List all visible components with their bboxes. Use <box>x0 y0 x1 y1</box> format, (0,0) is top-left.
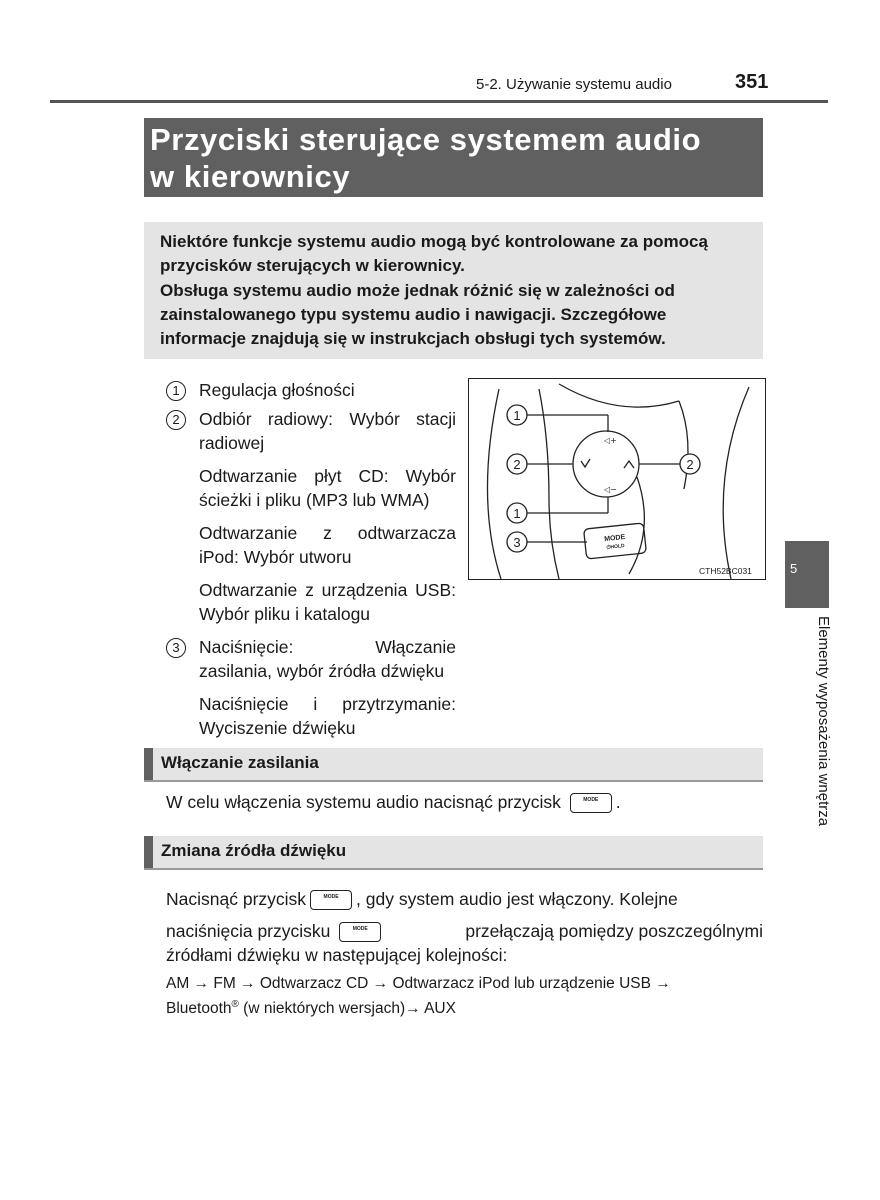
wheel-rim-right <box>723 387 749 579</box>
wheel-rim-left <box>487 389 501 579</box>
mode-button-icon: MODE <box>570 793 612 813</box>
section-power-text <box>166 790 766 814</box>
body-line: źródłami dźwięku w następującej kolejności: <box>166 945 508 965</box>
section-title: Włączanie zasilania <box>161 753 319 772</box>
sequence-line-2: Bluetooth® (w niektórych wersjach)→ AUX <box>166 999 456 1018</box>
list-item-text: Naciśnięcie: Włączanie zasilania, wybór źródła dźwięku <box>199 636 456 681</box>
page-title <box>150 121 760 195</box>
body-text: W celu włączenia systemu audio nacisnąć przycisk <box>166 792 561 812</box>
intro-line: Obsługa systemu audio może jednak różnić się w zależności od <box>160 280 675 300</box>
body-line: naciśnięcia przycisku MODE przełączają pomiędzy poszczególnymi <box>166 921 763 941</box>
intro-line: zainstalowanego typu systemu audio i nawigacji. Szczegółowe <box>160 304 667 324</box>
section-power-header <box>144 748 763 782</box>
wheel-top-curve <box>559 384 679 407</box>
list-item-2 <box>166 407 456 456</box>
volume-down-icon: ◁− <box>604 485 617 494</box>
chapter-tab <box>785 541 829 608</box>
body-line: Nacisnąć przycisk MODE , gdy system audio jest włączony. Kolejne <box>166 889 678 909</box>
section-source-header <box>144 836 763 870</box>
mode-button-icon: MODE <box>339 922 381 942</box>
callout-2-left-label: 2 <box>513 457 521 472</box>
page-number: 351 <box>735 71 769 93</box>
title-line-1: Przyciski sterujące systemem audio <box>150 122 702 157</box>
header-rule <box>50 100 828 103</box>
list-subitem: Odtwarzanie z urządzenia USB: Wybór pliku i katalogu <box>199 579 456 624</box>
running-header: 5-2. Używanie systemu audio <box>476 76 672 93</box>
down-arrow-icon <box>581 459 590 467</box>
body-text: . <box>615 792 621 812</box>
list-item-3 <box>166 635 456 684</box>
steering-wheel-figure <box>468 378 766 580</box>
number-1-icon: 1 <box>166 381 186 401</box>
intro-line: przycisków sterujących w kierownicy. <box>160 256 465 276</box>
section-accent <box>144 836 153 868</box>
chapter-label: Elementy wyposażenia wnętrza <box>815 616 832 827</box>
title-line-2: w kierownicy <box>150 159 351 194</box>
callout-3-label: 3 <box>513 535 521 550</box>
hold-label: ⏻HOLD <box>606 543 625 551</box>
callout-1-top-label: 1 <box>513 408 521 423</box>
list-item-text: Regulacja głośności <box>199 380 355 400</box>
callout-1-bottom-label: 1 <box>513 506 521 521</box>
chapter-number: 5 <box>790 561 798 576</box>
section-source-text <box>166 887 766 967</box>
intro-line: informacje znajdują się w instrukcjach obsługi tych systemów. <box>160 329 666 349</box>
section-title: Zmiana źródła dźwięku <box>161 841 347 860</box>
volume-up-icon: ◁+ <box>604 436 617 445</box>
mode-label: MODE <box>603 533 626 544</box>
list-subitem: Naciśnięcie i przytrzymanie: Wyciszenie dźwięku <box>199 693 456 738</box>
callout-2-right-label: 2 <box>686 457 694 472</box>
sequence-line-1: AM → FM → Odtwarzacz CD → Odtwarzacz iPod lub urządzenie USB → <box>166 975 671 992</box>
list-subitem: Odtwarzanie płyt CD: Wybór ścieżki i pliku (MP3 lub WMA) <box>199 465 456 510</box>
mode-button-icon: MODE <box>310 890 352 910</box>
controls-list <box>166 378 456 741</box>
steering-wheel-illustration <box>469 379 765 579</box>
source-sequence <box>166 973 766 1019</box>
intro-text <box>160 230 748 351</box>
list-item-1 <box>166 378 456 403</box>
intro-line: Niektóre funkcje systemu audio mogą być kontrolowane za pomocą <box>160 232 708 251</box>
up-arrow-icon <box>624 461 634 468</box>
list-item-text: Odbiór radiowy: Wybór stacji radiowej <box>199 408 456 453</box>
number-3-icon: 3 <box>166 638 186 658</box>
figure-code: CTH52BC031 <box>699 566 752 576</box>
number-2-icon: 2 <box>166 410 186 430</box>
section-accent <box>144 748 153 780</box>
list-subitem: Odtwarzanie z odtwarzacza iPod: Wybór utworu <box>199 522 456 567</box>
